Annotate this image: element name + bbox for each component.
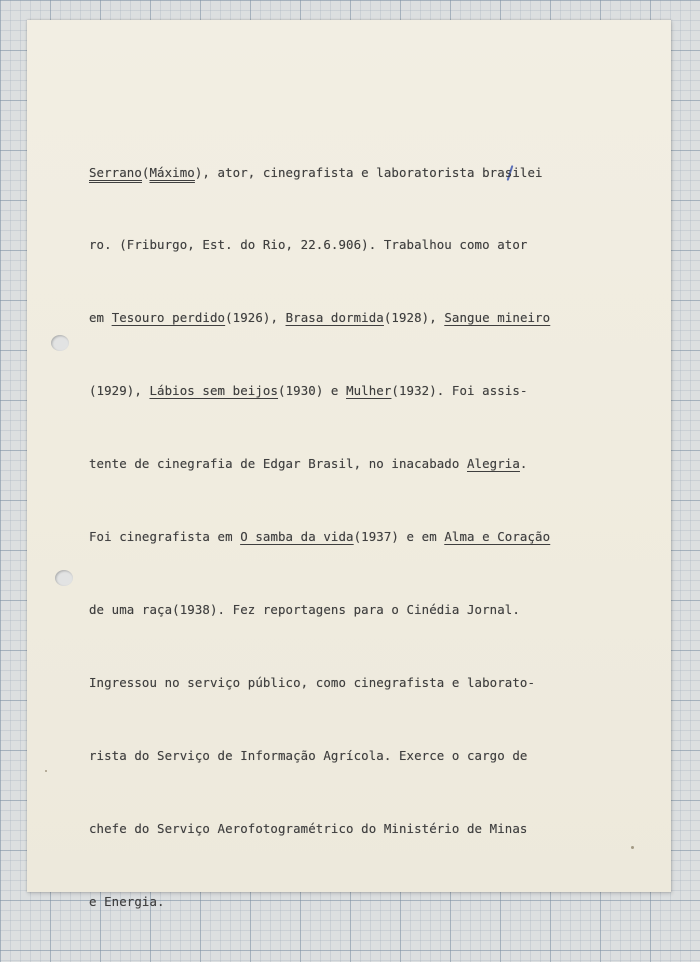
- text-segment: Ingressou no serviço público, como cinegrafista e laborato-: [89, 674, 536, 690]
- text-segment: .: [519, 456, 528, 472]
- given-name: Máximo: [149, 164, 195, 180]
- text-segment: em: [89, 310, 112, 326]
- text-segment: chefe do Serviço Aerofotogramétrico do Ministério de Minas: [89, 820, 528, 836]
- text-line-4: [89, 379, 649, 403]
- biography-text: [89, 112, 649, 962]
- text-line-5: [89, 452, 649, 476]
- surname: Serrano: [89, 164, 142, 180]
- text-segment: e Energia.: [89, 893, 165, 909]
- text-segment: (: [141, 164, 150, 180]
- film-title: Mulher: [346, 383, 392, 399]
- film-title: Tesouro perdido: [111, 310, 226, 326]
- text-line-8: [89, 671, 649, 695]
- text-line-6: [89, 525, 649, 549]
- text-segment: ), ator, cinegrafista e laboratorista brasilei: [194, 164, 543, 180]
- punch-hole-top: [51, 335, 69, 351]
- text-segment: rista do Serviço de Informação Agrícola. Exerce o cargo de: [89, 747, 528, 763]
- text-segment: de uma raça(1938). Fez reportagens para o Cinédia Jornal.: [89, 601, 520, 617]
- paper-speck: [45, 770, 47, 772]
- text-line-3: [89, 306, 649, 330]
- film-title: Alma e Coração: [444, 529, 551, 545]
- film-title: Sangue mineiro: [444, 310, 551, 326]
- text-segment: (1932). Foi assis-: [391, 383, 528, 399]
- text-segment: (1928),: [383, 310, 445, 326]
- text-segment: Foi cinegrafista em: [89, 529, 241, 545]
- text-line-2: [89, 233, 649, 257]
- film-title: Brasa dormida: [285, 310, 384, 326]
- punch-hole-bottom: [55, 570, 73, 586]
- text-segment: (1930) e: [278, 383, 347, 399]
- text-segment: (1929),: [89, 383, 150, 399]
- text-segment: (1937) e em: [353, 529, 445, 545]
- text-segment: (1926),: [225, 310, 286, 326]
- film-title: Lábios sem beijos: [149, 383, 279, 399]
- text-line-10: [89, 817, 649, 841]
- text-segment: tente de cinegrafia de Edgar Brasil, no inacabado: [89, 456, 467, 472]
- typewritten-page: [27, 20, 671, 909]
- text-line-11: [89, 890, 649, 914]
- text-line-9: [89, 744, 649, 768]
- text-line-7: [89, 598, 649, 622]
- film-title: O samba da vida: [240, 529, 354, 545]
- text-segment: ro. (Friburgo, Est. do Rio, 22.6.906). Trabalhou como ator: [89, 237, 528, 253]
- film-title: Alegria: [467, 456, 520, 472]
- text-line-1: [89, 161, 649, 185]
